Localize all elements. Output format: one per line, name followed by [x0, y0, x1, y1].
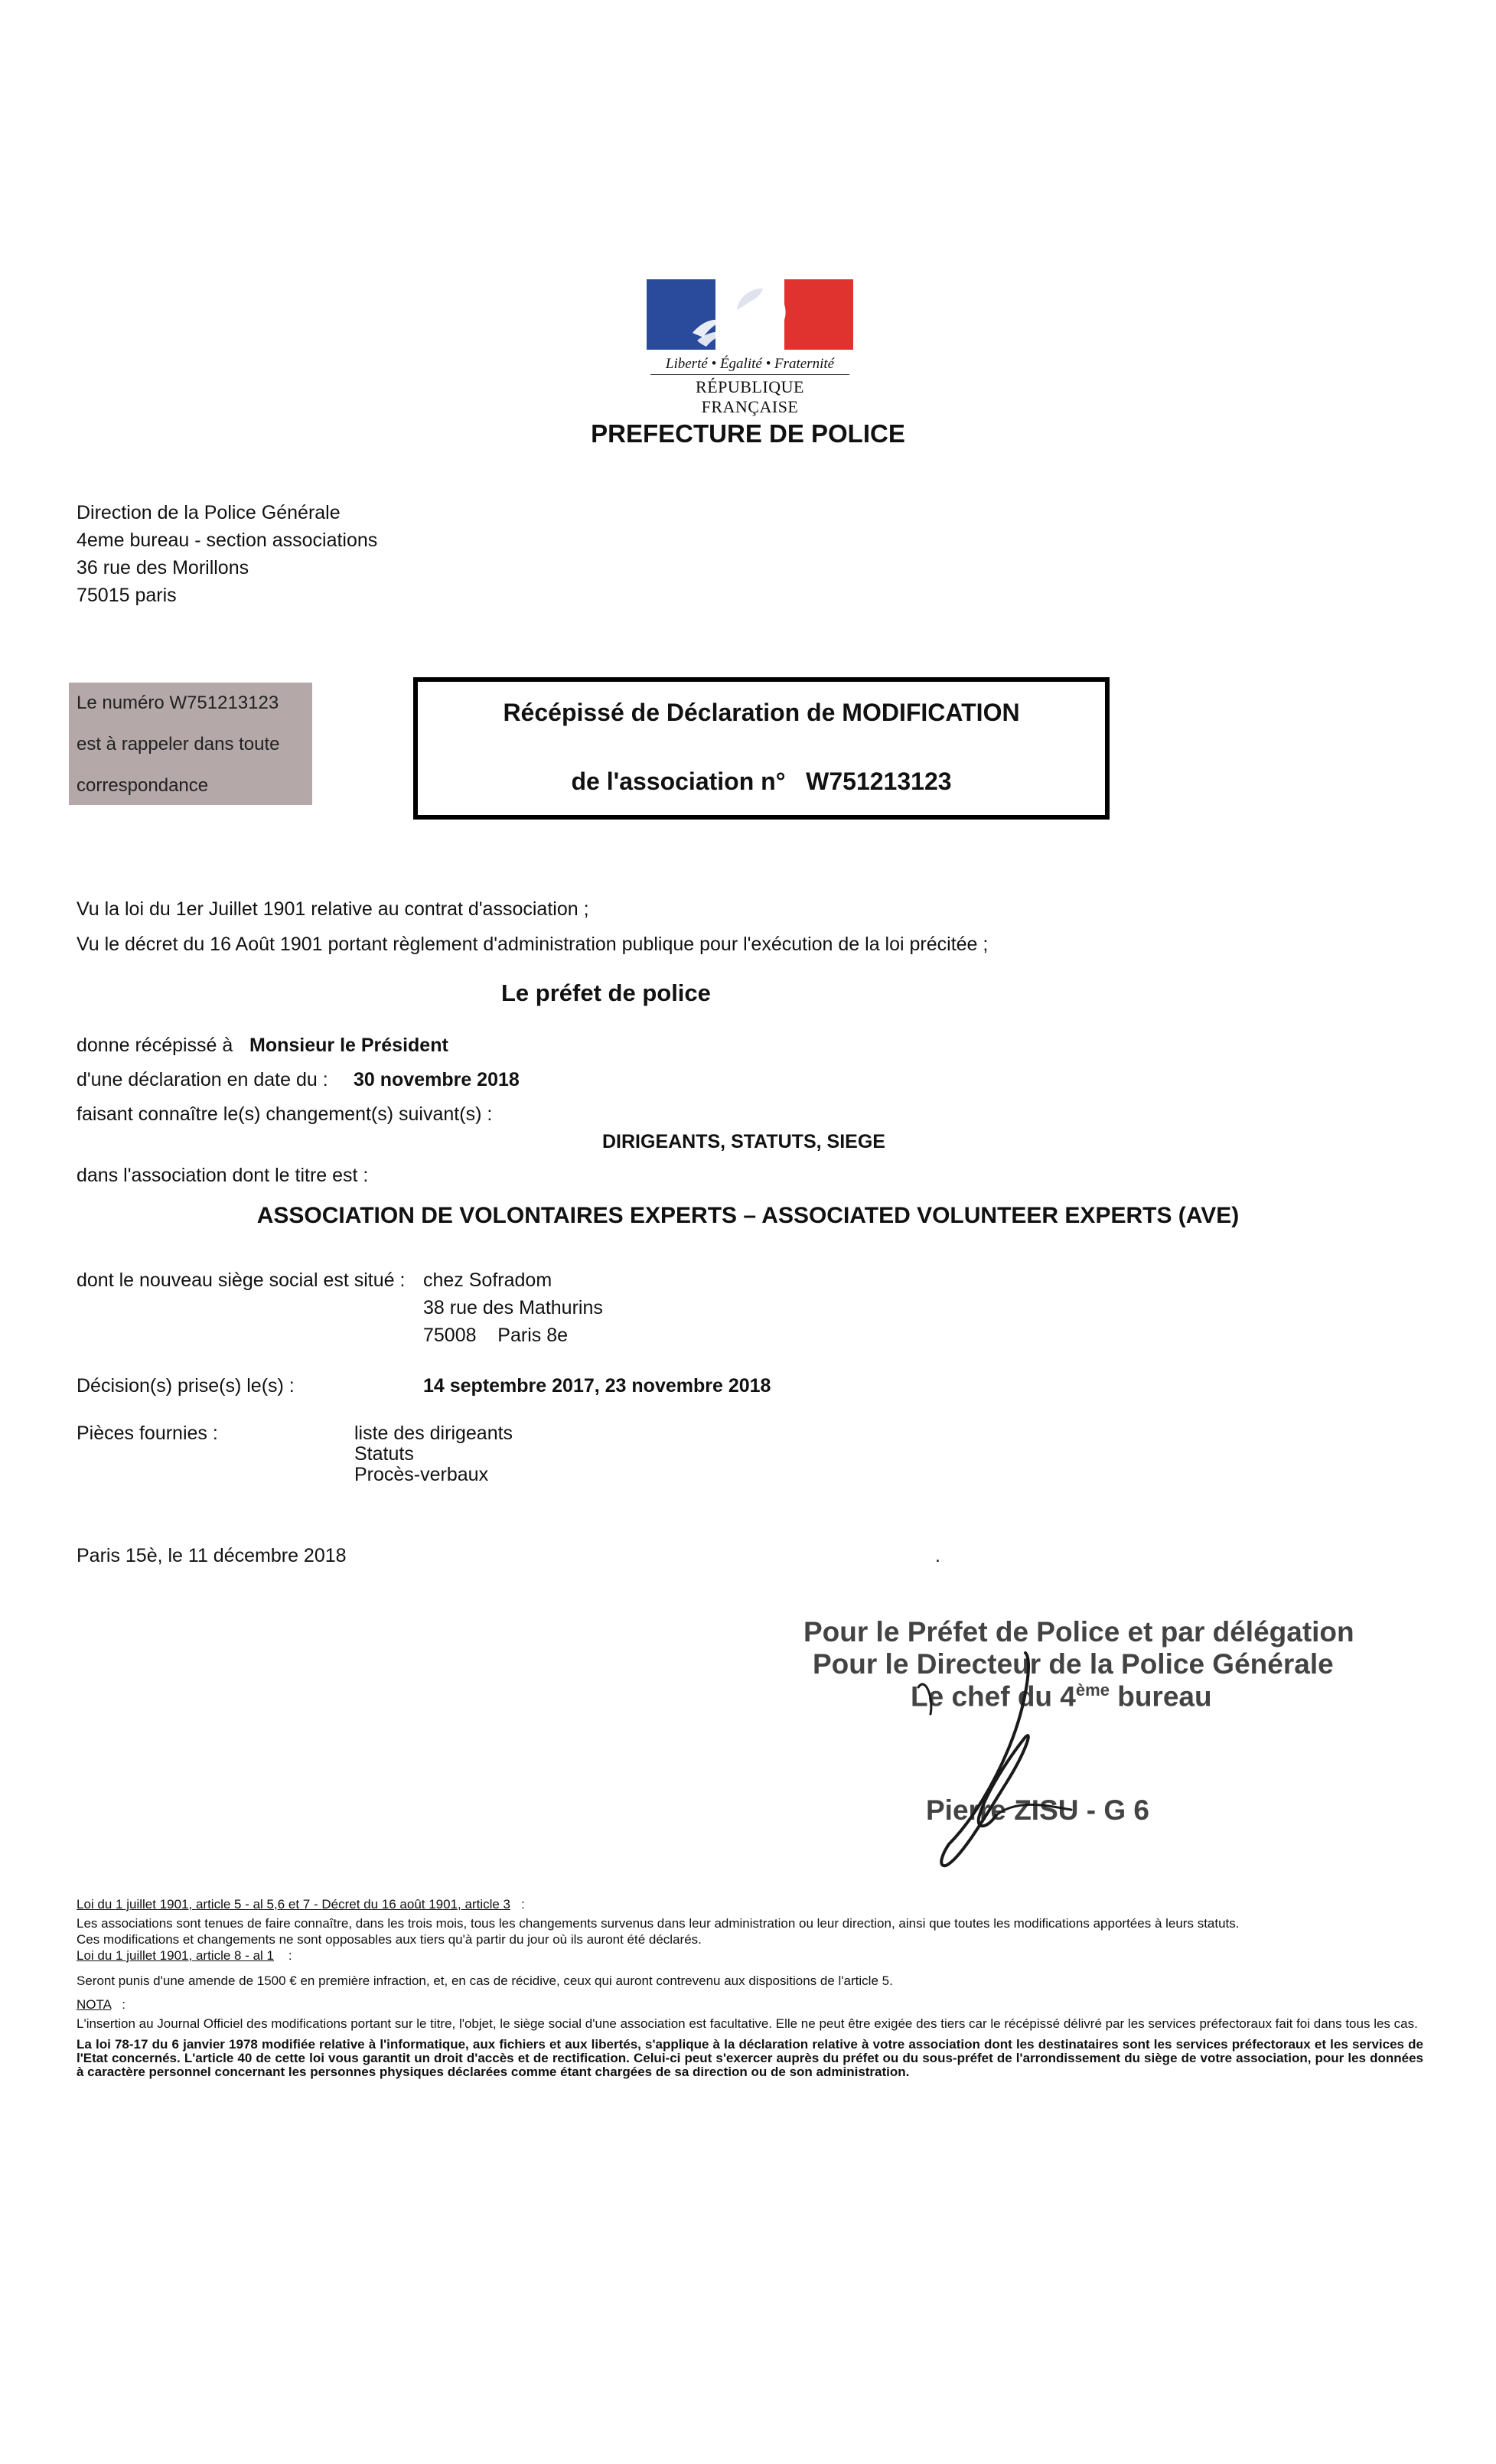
receipt-association-number	[418, 768, 1105, 796]
receipt-number-prefix: de l'association n°	[571, 768, 786, 795]
legal-text-1b: Ces modifications et changements ne sont opposables aux tiers qu'à partir du jour où ils auront été déclarés.	[77, 1932, 702, 1947]
authority-title: Le préfet de police	[501, 979, 711, 1006]
receipt-number: W751213123	[806, 768, 952, 795]
signatory-name: Pierre ZISU - G 6	[926, 1794, 1149, 1826]
documents-list	[354, 1423, 513, 1485]
documents-label: Pièces fournies :	[77, 1423, 218, 1444]
headquarters-address	[423, 1266, 603, 1349]
legal-basis-line: Vu le décret du 16 Août 1901 portant règlement d'administration publique pour l'exécution de la loi précitée ;	[77, 934, 989, 955]
signature-line: Pour le Préfet de Police et par délégation	[803, 1616, 1354, 1648]
legal-text-3: L'insertion au Journal Officiel des modifications portant sur le titre, l'objet, le siège social d'une association est facultative. Elle ne peut être exigée des tiers car le récépissé délivré par les services préfectoraux fait foi dans tous les cas.	[77, 2016, 1418, 2031]
legal-ref-1	[77, 1896, 1423, 1912]
nota-heading	[77, 1996, 1423, 2013]
logo-motto: Liberté • Égalité • Fraternité	[665, 356, 835, 372]
nota-label: NOTA	[77, 1997, 112, 2012]
issue-date-dot: .	[935, 1545, 940, 1566]
headquarters-line: chez Sofradom	[423, 1269, 552, 1291]
address-line: 75015 paris	[77, 585, 177, 606]
headquarters-line: 38 rue des Mathurins	[423, 1297, 603, 1318]
address-line: Direction de la Police Générale	[77, 502, 341, 523]
headquarters-line: 75008 Paris 8e	[423, 1325, 569, 1346]
logo-republic: RÉPUBLIQUE FRANÇAISE	[696, 377, 804, 416]
address-line: 36 rue des Morillons	[77, 557, 249, 579]
declaration-date-label: d'une déclaration en date du :	[77, 1069, 328, 1090]
legal-ref-1-suffix: :	[510, 1897, 525, 1912]
association-name: ASSOCIATION DE VOLONTAIRES EXPERTS – ASSOCIATED VOLUNTEER EXPERTS (AVE)	[256, 1203, 1240, 1228]
legal-text-4: La loi 78-17 du 6 janvier 1978 modifiée relative à l'informatique, aux fichiers et aux libertés, s'applique à la déclaration relative à votre association dont les destinataires sont les services préfectoraux et les services de l'Etat concernés. L'article 40 de cette loi vous garantit un droit d'accès et de rectification. Celui-ci peut s'exercer auprès du préfet ou du sous-préfet de l'arrondissement du siège de votre association, pour les données à caractère personnel concernant les personnes physiques déclarées comme étant chargées de sa direction ou de son administration.	[77, 2037, 1423, 2079]
legal-basis	[77, 891, 988, 962]
handwritten-signature-icon	[796, 1615, 1347, 1875]
reminder-line: correspondance	[77, 775, 209, 796]
document-item: Statuts	[354, 1443, 414, 1465]
marianne-flag-icon	[647, 279, 853, 350]
legal-ref-2	[77, 1947, 1423, 1964]
association-title-label: dans l'association dont le titre est :	[77, 1165, 369, 1186]
reminder-line: est à rappeler dans toute	[77, 734, 280, 755]
declaration-date-value: 30 novembre 2018	[354, 1069, 520, 1090]
document-item: Procès-verbaux	[354, 1464, 489, 1485]
legal-text-1a: Les associations sont tenues de faire connaître, dans les trois mois, tous les changements survenus dans leur administration ou leur direction, ainsi que toutes les modifications apportées à leurs statuts.	[77, 1916, 1240, 1931]
reference-reminder-box	[69, 683, 312, 805]
legal-notes	[77, 1896, 1423, 2079]
logo-divider	[650, 374, 849, 375]
recipient-value: Monsieur le Président	[249, 1035, 448, 1056]
republique-francaise-logo	[647, 279, 853, 416]
receipt-title-frame	[413, 677, 1110, 820]
decision-value: 14 septembre 2017, 23 novembre 2018	[423, 1375, 771, 1397]
legal-ref-1-title: Loi du 1 juillet 1901, article 5 - al 5,6 et 7 - Décret du 16 août 1901, article 3	[77, 1897, 511, 1912]
changes-label: faisant connaître le(s) changement(s) suivant(s) :	[77, 1103, 493, 1125]
document-item: liste des dirigeants	[354, 1423, 513, 1444]
nota-suffix: :	[111, 1997, 125, 2012]
decision-label: Décision(s) prise(s) le(s) :	[77, 1375, 295, 1397]
receipt-title: Récépissé de Déclaration de MODIFICATION	[503, 699, 1020, 726]
page-title: PREFECTURE DE POLICE	[591, 419, 905, 448]
legal-ref-2-title: Loi du 1 juillet 1901, article 8 - al 1	[77, 1948, 274, 1963]
legal-text-2: Seront punis d'une amende de 1500 € en première infraction, et, en cas de récidive, ceux qui auront contrevenu aux dispositions de l'article 5.	[77, 1973, 893, 1988]
signature-line-bureau-word: bureau	[1109, 1680, 1212, 1713]
legal-basis-line: Vu la loi du 1er Juillet 1901 relative au contrat d'association ;	[77, 898, 589, 920]
signature-stamp	[796, 1615, 1354, 1875]
signature-superscript: ème	[1075, 1680, 1110, 1700]
reminder-line: Le numéro W751213123	[77, 693, 279, 713]
recipient-label: donne récépissé à	[77, 1035, 233, 1056]
signature-line: Pour le Directeur de la Police Générale	[813, 1648, 1334, 1680]
issue-date: Paris 15è, le 11 décembre 2018	[77, 1545, 347, 1566]
headquarters-label: dont le nouveau siège social est situé :	[77, 1269, 406, 1291]
changes-value: DIRIGEANTS, STATUTS, SIEGE	[602, 1131, 885, 1152]
sender-address	[77, 499, 377, 609]
legal-ref-2-suffix: :	[274, 1948, 292, 1963]
signature-line-chef: Le chef du 4	[911, 1680, 1076, 1713]
address-line: 4eme bureau - section associations	[77, 530, 378, 551]
